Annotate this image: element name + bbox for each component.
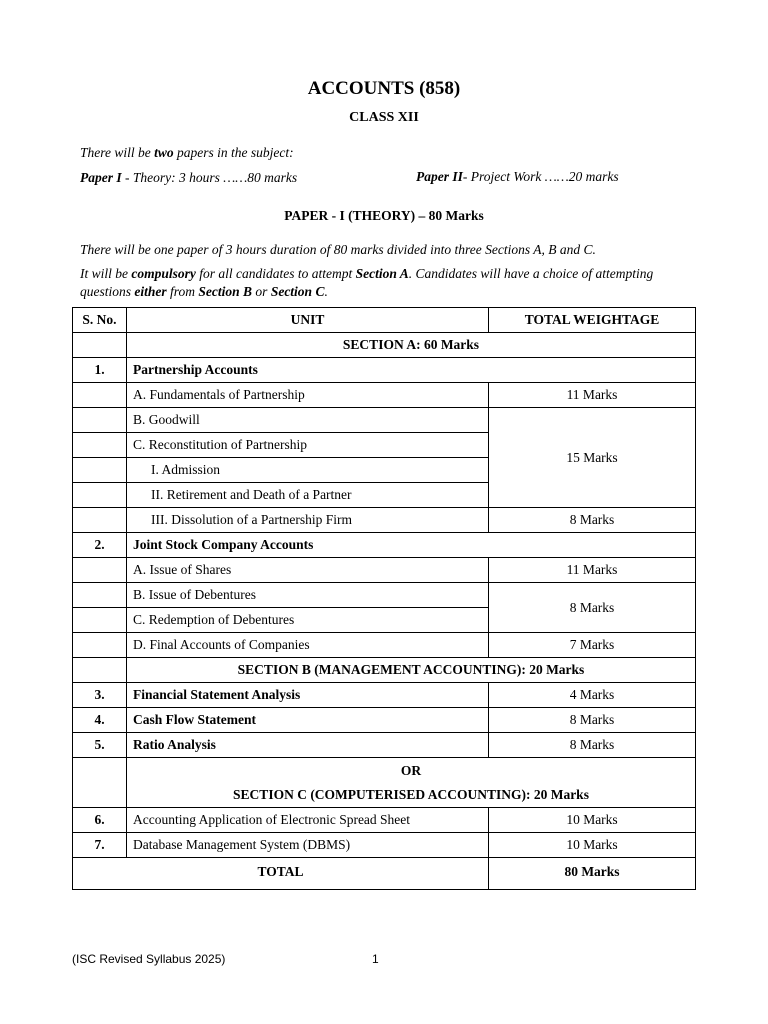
header-weightage: TOTAL WEIGHTAGE	[489, 308, 696, 333]
topic-marks: 11 Marks	[489, 383, 696, 408]
table-row	[73, 358, 696, 383]
topic-name: A. Fundamentals of Partnership	[127, 383, 489, 408]
desc-text: from	[166, 284, 199, 299]
section-b-row	[73, 658, 696, 683]
topic-name: C. Redemption of Debentures	[127, 608, 489, 633]
topic-name: B. Goodwill	[127, 408, 489, 433]
empty-cell	[73, 408, 127, 433]
table-row	[73, 808, 696, 833]
paper-heading: PAPER - I (THEORY) – 80 Marks	[284, 208, 484, 223]
unit-name: Accounting Application of Electronic Spread Sheet	[127, 808, 489, 833]
topic-marks: 11 Marks	[489, 558, 696, 583]
unit-marks: 8 Marks	[489, 733, 696, 758]
unit-number: 4.	[73, 708, 127, 733]
class-heading: CLASS XII	[349, 110, 419, 125]
topic-marks: 7 Marks	[489, 633, 696, 658]
empty-cell	[73, 483, 127, 508]
table-header-row	[73, 308, 696, 333]
paper2-text: - Project Work ……20 marks	[462, 169, 619, 184]
topic-marks: 15 Marks	[489, 408, 696, 508]
intro-text: There will be	[80, 145, 155, 160]
section-c-row	[73, 758, 696, 808]
unit-name: Ratio Analysis	[127, 733, 489, 758]
desc-text: for all candidates to attempt	[195, 266, 356, 281]
header-sno: S. No.	[73, 308, 127, 333]
unit-name: Partnership Accounts	[127, 358, 696, 383]
footer-note: (ISC Revised Syllabus 2025)	[72, 952, 226, 966]
description-line-1: There will be one paper of 3 hours duration of 80 marks divided into three Sections A, B and C.	[80, 242, 596, 257]
unit-name: Cash Flow Statement	[127, 708, 489, 733]
unit-number: 7.	[73, 833, 127, 858]
empty-cell	[73, 633, 127, 658]
intro-bold: two	[154, 145, 174, 160]
topic-name: A. Issue of Shares	[127, 558, 489, 583]
desc-bold: Section A	[355, 266, 409, 281]
empty-cell	[73, 558, 127, 583]
topic-name: D. Final Accounts of Companies	[127, 633, 489, 658]
table-row	[73, 683, 696, 708]
unit-marks: 10 Marks	[489, 833, 696, 858]
section-c-cell	[127, 758, 696, 808]
header-unit: UNIT	[127, 308, 489, 333]
table-row	[73, 408, 696, 433]
subtopic-name: III. Dissolution of a Partnership Firm	[127, 508, 489, 533]
desc-bold: either	[134, 284, 167, 299]
unit-number: 2.	[73, 533, 127, 558]
description-line-2	[80, 265, 690, 301]
section-a-heading: SECTION A: 60 Marks	[127, 333, 696, 358]
paper1-text: - Theory: 3 hours ……80 marks	[121, 170, 298, 185]
table-row	[73, 833, 696, 858]
empty-cell	[73, 583, 127, 608]
table-row	[73, 533, 696, 558]
section-b-heading: SECTION B (MANAGEMENT ACCOUNTING): 20 Marks	[127, 658, 696, 683]
table-row	[73, 708, 696, 733]
unit-marks: 8 Marks	[489, 708, 696, 733]
total-marks: 80 Marks	[489, 858, 696, 890]
desc-text: or	[252, 284, 271, 299]
desc-text: .	[324, 284, 328, 299]
desc-text: . Candidates will have a choice of attempting questions	[80, 266, 654, 299]
unit-name: Database Management System (DBMS)	[127, 833, 489, 858]
section-c-heading: SECTION C (COMPUTERISED ACCOUNTING): 20 Marks	[233, 786, 589, 802]
paper1-label: Paper I	[80, 170, 122, 185]
desc-bold: compulsory	[131, 266, 196, 281]
unit-marks: 4 Marks	[489, 683, 696, 708]
empty-cell	[73, 433, 127, 458]
empty-cell	[73, 508, 127, 533]
total-label: TOTAL	[73, 858, 489, 890]
document-title: ACCOUNTS (858)	[307, 78, 461, 99]
topic-name: B. Issue of Debentures	[127, 583, 489, 608]
or-label: OR	[400, 762, 422, 778]
topic-marks: 8 Marks	[489, 583, 696, 633]
table-row	[73, 583, 696, 608]
subtopic-name: I. Admission	[127, 458, 489, 483]
table-row	[73, 558, 696, 583]
empty-cell	[73, 658, 127, 683]
subtopic-name: II. Retirement and Death of a Partner	[127, 483, 489, 508]
syllabus-table	[72, 307, 696, 890]
unit-number: 6.	[73, 808, 127, 833]
topic-name: C. Reconstitution of Partnership	[127, 433, 489, 458]
table-row	[73, 733, 696, 758]
section-a-row	[73, 333, 696, 358]
desc-bold: Section C	[270, 284, 325, 299]
paper1-line	[80, 169, 297, 187]
intro-line	[80, 144, 294, 162]
paper2-label: Paper II	[416, 169, 463, 184]
empty-cell	[73, 383, 127, 408]
desc-bold: Section B	[198, 284, 253, 299]
table-row	[73, 633, 696, 658]
unit-name: Financial Statement Analysis	[127, 683, 489, 708]
unit-name: Joint Stock Company Accounts	[127, 533, 696, 558]
topic-marks: 8 Marks	[489, 508, 696, 533]
desc-text: It will be	[80, 266, 132, 281]
empty-cell	[73, 758, 127, 808]
unit-number: 5.	[73, 733, 127, 758]
unit-number: 1.	[73, 358, 127, 383]
unit-number: 3.	[73, 683, 127, 708]
empty-cell	[73, 333, 127, 358]
paper2-line	[416, 169, 619, 185]
table-row	[73, 508, 696, 533]
table-row	[73, 383, 696, 408]
empty-cell	[73, 458, 127, 483]
intro-text: papers in the subject:	[173, 145, 294, 160]
unit-marks: 10 Marks	[489, 808, 696, 833]
total-row	[73, 858, 696, 890]
empty-cell	[73, 608, 127, 633]
page-number: 1	[372, 952, 379, 966]
